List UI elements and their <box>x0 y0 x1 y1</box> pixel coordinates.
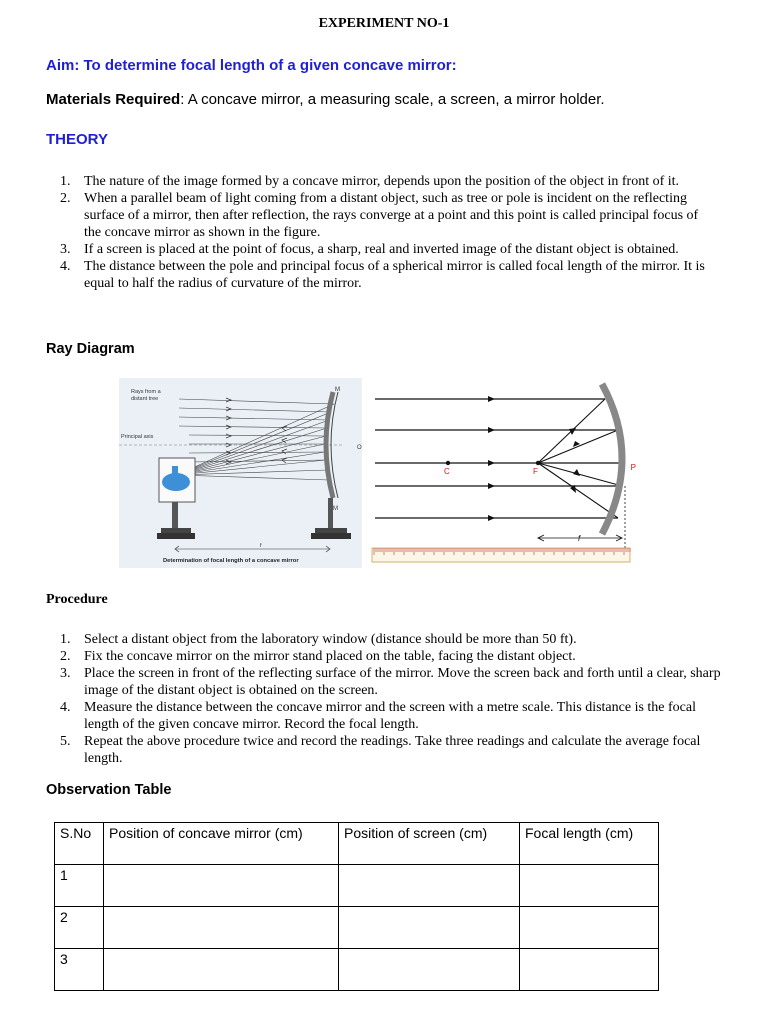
list-item <box>46 733 726 767</box>
table-cell[interactable] <box>339 949 520 991</box>
label-f-left: f <box>260 543 262 549</box>
label-o: O <box>357 445 362 451</box>
table-cell[interactable] <box>520 865 659 907</box>
list-text: Select a distant object from the laboratory window (distance should be more than 50 ft). <box>84 632 577 647</box>
concave-mirror-right <box>602 384 622 534</box>
header-cell-sno: S.No <box>55 823 104 865</box>
label-rays-line1: Rays from a <box>131 389 161 395</box>
converging-rays <box>538 399 622 518</box>
list-item <box>46 631 726 648</box>
focus-point <box>536 461 540 465</box>
label-c: C <box>444 467 450 476</box>
table-row <box>55 949 659 991</box>
ray-diagram-left-figure <box>119 378 362 568</box>
procedure-heading: Procedure <box>46 592 108 607</box>
table-cell: 3 <box>55 949 104 991</box>
ray-diagram-right-figure <box>370 378 636 568</box>
table-cell: 1 <box>55 865 104 907</box>
table-cell[interactable] <box>339 865 520 907</box>
list-text: Fix the concave mirror on the mirror stand placed on the table, facing the distant object. <box>84 649 576 664</box>
figure-caption: Determination of focal length of a concave mirror <box>163 558 299 564</box>
procedure-list <box>46 631 726 767</box>
list-text: Repeat the above procedure twice and record the readings. Take three readings and calculate the average focal length. <box>84 734 701 766</box>
mirror-stand-rod <box>328 498 333 528</box>
list-text: Measure the distance between the concave mirror and the screen with a metre scale. This distance is the focal length of the given concave mirror. Record the focal length. <box>84 700 696 732</box>
label-p: P <box>630 463 636 472</box>
list-number: 2. <box>60 649 71 664</box>
mirror-stand-base <box>311 533 351 539</box>
ray-diagram-left-svg <box>119 378 362 568</box>
center-of-curvature-point <box>446 461 450 465</box>
list-item <box>46 173 716 190</box>
list-item <box>46 648 726 665</box>
theory-list <box>46 173 716 292</box>
measuring-scale <box>372 548 630 562</box>
screen-stand-base <box>157 533 195 539</box>
observation-heading: Observation Table <box>46 782 172 798</box>
table-cell[interactable] <box>520 907 659 949</box>
table-cell[interactable] <box>520 949 659 991</box>
screen-stand-rod <box>172 502 178 530</box>
label-f-point: F <box>533 467 538 476</box>
theory-heading: THEORY <box>46 131 108 148</box>
list-text: The nature of the image formed by a concave mirror, depends upon the position of the object in front of it. <box>84 174 680 189</box>
page-title: EXPERIMENT NO-1 <box>318 16 450 31</box>
label-f-right: f <box>578 534 581 543</box>
table-cell[interactable] <box>104 865 339 907</box>
table-cell[interactable] <box>104 907 339 949</box>
converging-arrowheads <box>569 428 580 493</box>
list-item <box>46 258 716 292</box>
list-item <box>46 241 716 258</box>
screen-stand-base-top <box>161 528 191 533</box>
list-text: Place the screen in front of the reflecting surface of the mirror. Move the screen back and forth until a clear, sharp image of the distant object is obtained on the screen. <box>84 666 721 698</box>
list-number: 1. <box>60 632 71 647</box>
parallel-arrowheads <box>488 396 495 521</box>
label-m-bottom: M <box>333 506 338 512</box>
mirror-stand-base-top <box>315 528 347 533</box>
list-text: When a parallel beam of light coming from a distant object, such as tree or pole is incident on the reflecting surface of a mirror, then after reflection, the rays converge at a point and this point is called principal focus of the concave mirror as shown in the figure. <box>84 191 699 240</box>
list-number: 3. <box>60 666 71 681</box>
inverted-image-shape <box>162 473 190 491</box>
ray-diagram-heading: Ray Diagram <box>46 341 135 357</box>
aim-statement: Aim: To determine focal length of a given concave mirror: <box>46 57 457 74</box>
label-rays-line2: distant tree <box>131 396 159 402</box>
label-principal-axis: Principal axis <box>121 434 154 440</box>
list-text: If a screen is placed at the point of focus, a sharp, real and inverted image of the distant object is obtained. <box>84 242 679 257</box>
list-number: 4. <box>60 259 71 274</box>
header-cell-mirror-position: Position of concave mirror (cm) <box>104 823 339 865</box>
materials-text: : A concave mirror, a measuring scale, a screen, a mirror holder. <box>180 91 605 108</box>
incoming-rays <box>179 399 334 462</box>
list-item <box>46 665 726 699</box>
table-row <box>55 907 659 949</box>
list-number: 5. <box>60 734 71 749</box>
table-cell[interactable] <box>104 949 339 991</box>
ray-diagram-right-svg <box>370 378 636 568</box>
list-item <box>46 699 726 733</box>
header-cell-focal-length: Focal length (cm) <box>520 823 659 865</box>
header-cell-screen-position: Position of screen (cm) <box>339 823 520 865</box>
label-m-top: M <box>335 387 340 393</box>
table-header-row <box>55 823 659 865</box>
list-number: 4. <box>60 700 71 715</box>
parallel-rays <box>375 399 622 518</box>
table-cell: 2 <box>55 907 104 949</box>
materials-required <box>46 91 605 108</box>
table-row <box>55 865 659 907</box>
list-number: 3. <box>60 242 71 257</box>
list-item <box>46 190 716 241</box>
observation-table <box>54 822 659 991</box>
list-number: 1. <box>60 174 71 189</box>
materials-label: Materials Required <box>46 91 181 108</box>
inverted-image-trunk <box>172 466 178 474</box>
list-text: The distance between the pole and principal focus of a spherical mirror is called focal length of the mirror. It is equal to half the radius of curvature of the mirror. <box>84 259 705 291</box>
list-number: 2. <box>60 191 71 206</box>
table-cell[interactable] <box>339 907 520 949</box>
reflected-rays <box>177 404 334 480</box>
